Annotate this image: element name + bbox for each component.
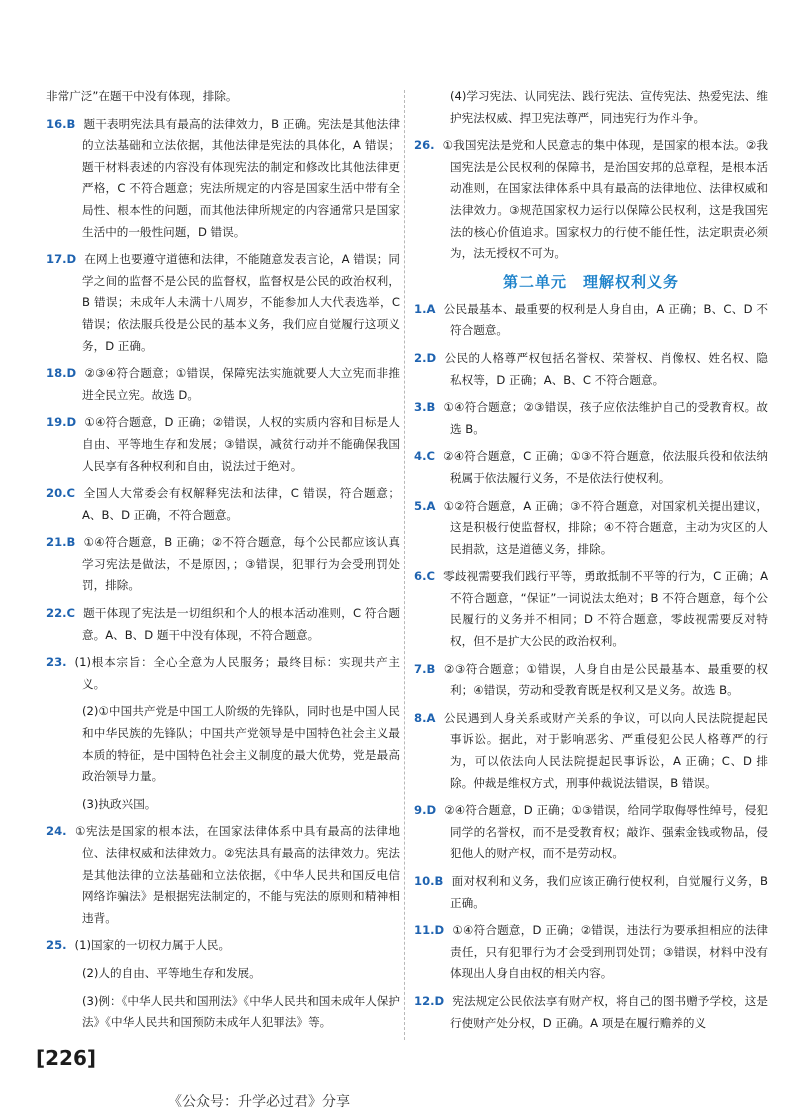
answer-text: (1)国家的一切权力属于人民。 [74, 938, 231, 953]
answer-entry [414, 496, 768, 561]
answer-entry [414, 135, 768, 265]
answer-entry [414, 348, 768, 391]
answer-text: ①④符合题意，D 正确；②错误，人权的实质内容和目标是人自由、平等地生存和发展；③错误，减贫行动并不能确保我国人民享有各种权利和自由，说法过于绝对。 [82, 415, 400, 473]
answer-text: ②③④符合题意；①错误，保障宪法实施就要人大立宪而非推进全民立宪。故选 D。 [82, 366, 400, 402]
answer-text: (4)学习宪法、认同宪法、践行宪法、宣传宪法、热爱宪法、维护宪法权威、捍卫宪法尊严，同违宪行为作斗争。 [450, 89, 768, 125]
answer-number: 5.A [414, 498, 436, 513]
answer-entry [414, 871, 768, 914]
answer-number: 16.B [46, 116, 76, 131]
answer-entry [46, 249, 400, 357]
answer-number: 3.B [414, 400, 436, 415]
answer-entry [414, 566, 768, 652]
answer-entry [414, 991, 768, 1034]
answer-text: (3)例：《中华人民共和国刑法》《中华人民共和国未成年人保护法》《中华人民共和国预防未成年人犯罪法》等。 [82, 993, 400, 1030]
answer-text: 公民遇到人身关系或财产关系的争议，可以向人民法院提起民事诉讼。据此，对于影响恶劣、严重侵犯公民人格尊严的行为，可以依法向人民法院提起民事诉讼，A 正确；C、D 排除。仲裁是维权方式，刑事仲裁说法错误，B 错误。 [443, 710, 768, 790]
answer-number: 22.C [46, 606, 76, 621]
answer-entry [46, 701, 400, 787]
column-divider [404, 90, 405, 1040]
answer-entry [414, 299, 768, 342]
right-column-bottom [414, 299, 768, 1034]
answer-number: 8.A [414, 710, 436, 725]
answer-number: 4.C [414, 449, 435, 464]
answer-entry [46, 821, 400, 929]
right-column-top [414, 86, 768, 265]
answer-text: 公民的人格尊严权包括名誉权、荣誉权、肖像权、姓名权、隐私权等，D 正确；A、B、C 不符合题意。 [444, 350, 768, 387]
answer-entry [46, 483, 400, 526]
answer-entry [414, 708, 768, 794]
answer-entry [414, 920, 768, 985]
answer-text: ①④符合题意，B 正确；②不符合题意，每个公民都应该认真学习宪法是做法，不是原因，；③错误，犯罪行为会受刑罚处罚，排除。 [82, 535, 400, 593]
answer-entry [46, 794, 400, 816]
answer-text: 题干体现了宪法是一切组织和个人的根本活动准则，C 符合题意。A、B、D 题干中没有体现，不符合题意。 [82, 606, 400, 642]
answer-text: (2)人的自由、平等地生存和发展。 [82, 965, 261, 980]
answer-entry [46, 412, 400, 477]
answer-text: 公民最基本、最重要的权利是人身自由，A 正确；B、C、D 不符合题意。 [443, 301, 768, 338]
answer-entry [46, 652, 400, 695]
page-number: [226] [36, 1046, 97, 1070]
answer-text: 全国人大常委会有权解释宪法和法律，C 错误，符合题意；A、B、D 正确，不符合题意。 [82, 486, 400, 522]
left-column [46, 86, 400, 1040]
answer-text: ①④符合题意，D 正确；②错误，违法行为要承担相应的法律责任，只有犯罪行为才会受到刑罚处罚；③错误，材料中没有体现出人身自由权的相关内容。 [450, 923, 768, 981]
answer-number: 9.D [414, 803, 437, 818]
answer-text: 面对权利和义务，我们应该正确行使权利，自觉履行义务，B 正确。 [450, 874, 768, 910]
answer-entry [46, 532, 400, 597]
answer-number: 17.D [46, 252, 77, 267]
answer-text: (2)①中国共产党是中国工人阶级的先锋队，同时也是中国人民和中华民族的先锋队；中国共产党领导是中国特色社会主义最本质的特征，是中国特色社会主义制度的最大优势，党是最高政治领导力量。 [82, 704, 400, 784]
answer-text: 在网上也要遵守道德和法律，不能随意发表言论，A 错误；同学之间的监督不是公民的监督权，监督权是公民的政治权利，B 错误；未成年人未满十八周岁，不能参加人大代表选举，C 错误；依法服兵役是公民的基本义务，我们应自觉履行这项义务，D 正确。 [82, 252, 400, 353]
right-column [414, 86, 768, 1040]
answer-number: 26. [414, 138, 435, 153]
answer-text: 零歧视需要我们践行平等，勇敢抵制不平等的行为，C 正确；A 不符合题意，“保证”一词说法太绝对；B 不符合题意，每个公民履行的义务并不相同；D 不符合题意，零歧视需要反对特权，但不是扩大公民的政治权利。 [442, 569, 768, 649]
answer-entry [46, 935, 400, 957]
answer-number: 10.B [414, 874, 444, 888]
answer-entry [46, 86, 400, 108]
answer-entry [46, 114, 400, 244]
answer-text: ①④符合题意；②③错误，孩子应依法维护自己的受教育权。故选 B。 [443, 400, 768, 436]
answer-number: 7.B [414, 661, 436, 676]
answer-entry [46, 363, 400, 406]
answer-number: 11.D [414, 923, 445, 938]
answer-text: ①宪法是国家的根本法，在国家法律体系中具有最高的法律地位、法律权威和法律效力。②宪法具有最高的法律效力。宪法是其他法律的立法基础和立法依据，《中华人民共和国反电信网络诈骗法》是根据宪法制定的，不能与宪法的原则和精神相违背。 [74, 824, 400, 925]
answer-text: ①②符合题意，A 正确；③不符合题意，对国家机关提出建议，这是积极行使监督权，排除；④不符合题意，主动为灾区的人民捐款，这是道德义务，排除。 [443, 498, 768, 556]
answer-number: 6.C [414, 569, 435, 584]
answer-entry [414, 800, 768, 865]
answer-text: ②④符合题意，C 正确；①③不符合题意，依法服兵役和依法纳税属于依法履行义务，不是依法行使权利。 [442, 449, 768, 485]
answer-number: 20.C [46, 486, 76, 501]
answer-entry [414, 659, 768, 702]
answer-entry [414, 446, 768, 489]
answer-text: 非常广泛”在题干中没有体现，排除。 [46, 89, 238, 103]
answer-text: 题干表明宪法具有最高的法律效力，B 正确。宪法是其他法律的立法基础和立法依据，其他法律是宪法的具体化，A 错误；题干材料表述的内容没有体现宪法的制定和修改比其他法律更严格，C 不符合题意；宪法所规定的内容是国家生活中带有全局性、根本性的问题，而其他法律所规定的内容通常只是国家生活中的一般性问题，D 错误。 [82, 116, 400, 239]
answer-text: (3)执政兴国。 [82, 796, 157, 811]
answer-text: ②④符合题意，D 正确；①③错误，给同学取侮辱性绰号，侵犯同学的名誉权，而不是受教育权；敲诈、强索金钱或物品，侵犯他人的财产权，而不是劳动权。 [444, 803, 768, 861]
watermark-text: 《公众号：升学必过君》分享 [168, 1094, 350, 1110]
answer-text: 宪法规定公民依法享有财产权，将自己的图书赠予学校，这是行使财产处分权，D 正确。A 项是在履行赡养的义 [450, 993, 768, 1030]
answer-number: 18.D [46, 366, 77, 381]
answer-text: ①我国宪法是党和人民意志的集中体现，是国家的根本法。②我国宪法是公民权利的保障书，是治国安邦的总章程，是根本活动准则，在国家法律体系中具有最高的法律地位、法律权威和法律效力。③规范国家权力运行以保障公民权利，这是我国宪法的核心价值追求。国家权力的行使不能任性，法定职责必须为，法无授权不可为。 [442, 138, 768, 261]
answer-number: 1.A [414, 301, 436, 316]
answer-number: 19.D [46, 415, 77, 430]
answer-text: (1)根本宗旨：全心全意为人民服务；最终目标：实现共产主义。 [74, 655, 400, 691]
answer-entry [414, 397, 768, 440]
answer-entry [46, 603, 400, 646]
answer-number: 12.D [414, 993, 445, 1008]
page-number-value: 226 [45, 1046, 87, 1070]
answer-entry [46, 963, 400, 985]
answer-number: 25. [46, 938, 67, 953]
section-title: 第二单元 理解权利义务 [502, 272, 679, 291]
answer-number: 21.B [46, 535, 76, 550]
answer-number: 23. [46, 655, 67, 670]
answer-number: 24. [46, 824, 67, 839]
answer-entry [46, 991, 400, 1034]
answer-number: 2.D [414, 350, 437, 365]
answer-text: ②③符合题意；①错误，人身自由是公民最基本、最重要的权利；④错误，劳动和受教育既是权利又是义务。故选 B。 [443, 661, 768, 698]
answer-entry [414, 86, 768, 129]
